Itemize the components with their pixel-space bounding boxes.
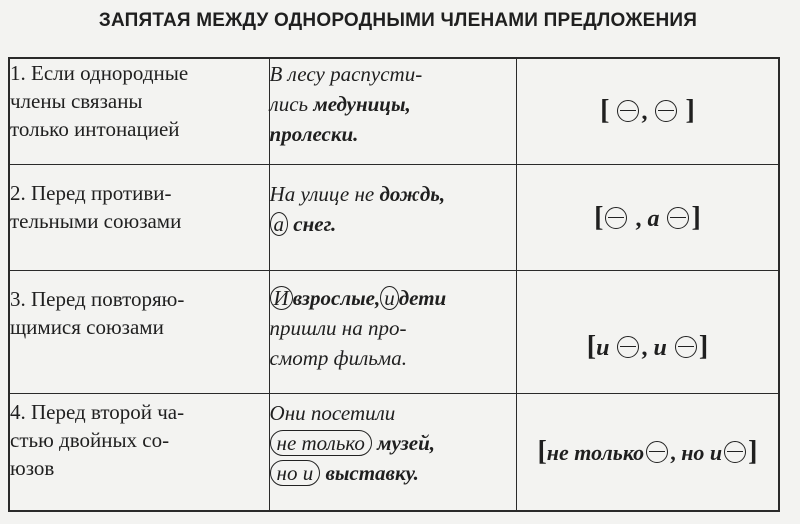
scheme-cell [516, 164, 779, 270]
homogeneous-member-icon [675, 336, 697, 358]
scheme-conjunction: а [647, 205, 660, 232]
condition-line: 1. Если однородные [10, 61, 189, 85]
scheme-comma: , [641, 335, 648, 362]
example-line [270, 283, 516, 313]
example-word: медуницы, [313, 92, 411, 116]
example-line: пришли на про- [269, 316, 407, 341]
page-title: ЗАПЯТАЯ МЕЖДУ ОДНОРОДНЫМИ ЧЛЕНАМИ ПРЕДЛОЖЕНИЯ [98, 10, 698, 31]
example-line [270, 428, 516, 458]
scheme-cell [516, 393, 779, 511]
example-word: снег. [288, 211, 337, 236]
homogeneous-member-icon [646, 441, 668, 463]
scheme-bracket-close: ] [748, 435, 758, 467]
condition-line: юзов [10, 455, 55, 480]
scheme-conjunction: не только [546, 439, 645, 465]
condition-line: только интонацией [10, 117, 180, 141]
table-row [9, 393, 779, 511]
condition-line: стью двойных со- [10, 427, 170, 452]
example-word: музей, [371, 430, 436, 455]
homogeneous-member-icon [617, 100, 639, 122]
condition-cell [9, 393, 269, 511]
condition-cell [9, 164, 269, 270]
example-line [270, 119, 516, 149]
homogeneous-member-icon [655, 100, 677, 122]
example-cell [269, 393, 516, 511]
example-cell [269, 58, 516, 164]
condition-line: 3. Перед повторяю- [10, 287, 185, 312]
example-line [270, 209, 516, 239]
homogeneous-member-icon [605, 207, 627, 229]
scheme-bracket-open: [ [586, 331, 597, 363]
scheme-conjunction: но и [681, 439, 723, 465]
example-word: выставку. [320, 460, 419, 485]
example-line [270, 458, 516, 488]
example-line: Они посетили [269, 400, 396, 425]
example-word: пролески. [269, 122, 359, 146]
homogeneous-member-icon [617, 336, 639, 358]
condition-line: 4. Перед второй ча- [10, 399, 185, 424]
homogeneous-member-icon [667, 207, 689, 229]
scheme-comma: , [641, 99, 648, 126]
condition-line: щимися союзами [10, 315, 164, 340]
scheme-conjunction: и [653, 335, 667, 362]
example-line: смотр фильма. [269, 346, 407, 371]
scheme-cell [516, 58, 779, 164]
circled-conjunction: но и [270, 460, 321, 486]
example-word: взрослые, [292, 286, 381, 311]
condition-cell [9, 271, 269, 394]
scheme-bracket-open: [ [537, 435, 547, 467]
scheme-bracket-open: [ [594, 201, 604, 233]
scheme-comma: , [635, 205, 642, 232]
scheme-bracket-close: ] [698, 331, 709, 363]
example-cell [269, 164, 516, 270]
scheme-cell [516, 271, 779, 394]
example-text: лись [269, 92, 314, 116]
example-cell [269, 271, 516, 394]
circled-conjunction: а [270, 212, 289, 236]
example-line: В лесу распусти- [269, 62, 423, 86]
scheme-comma: , [670, 439, 676, 465]
scheme-bracket-close: ] [691, 201, 701, 233]
table-row [9, 164, 779, 270]
rules-table [8, 57, 780, 512]
example-word: дети [398, 286, 447, 311]
scheme-bracket-open: [ [600, 95, 610, 127]
table-row [9, 58, 779, 164]
condition-line: тельными союзами [10, 208, 182, 233]
scheme-conjunction: и [596, 335, 610, 362]
condition-line: 2. Перед противи- [10, 180, 172, 205]
homogeneous-member-icon [724, 441, 746, 463]
circled-conjunction: и [380, 286, 399, 310]
scheme-bracket-close: ] [685, 95, 695, 127]
condition-cell [9, 58, 269, 164]
table-row [9, 271, 779, 394]
example-word: дождь, [379, 181, 446, 206]
circled-conjunction: И [270, 286, 293, 310]
example-line [270, 179, 516, 209]
circled-conjunction: не только [270, 430, 372, 456]
condition-line: члены связаны [10, 89, 143, 113]
example-text: На улице не [269, 181, 380, 206]
example-line [270, 89, 516, 119]
